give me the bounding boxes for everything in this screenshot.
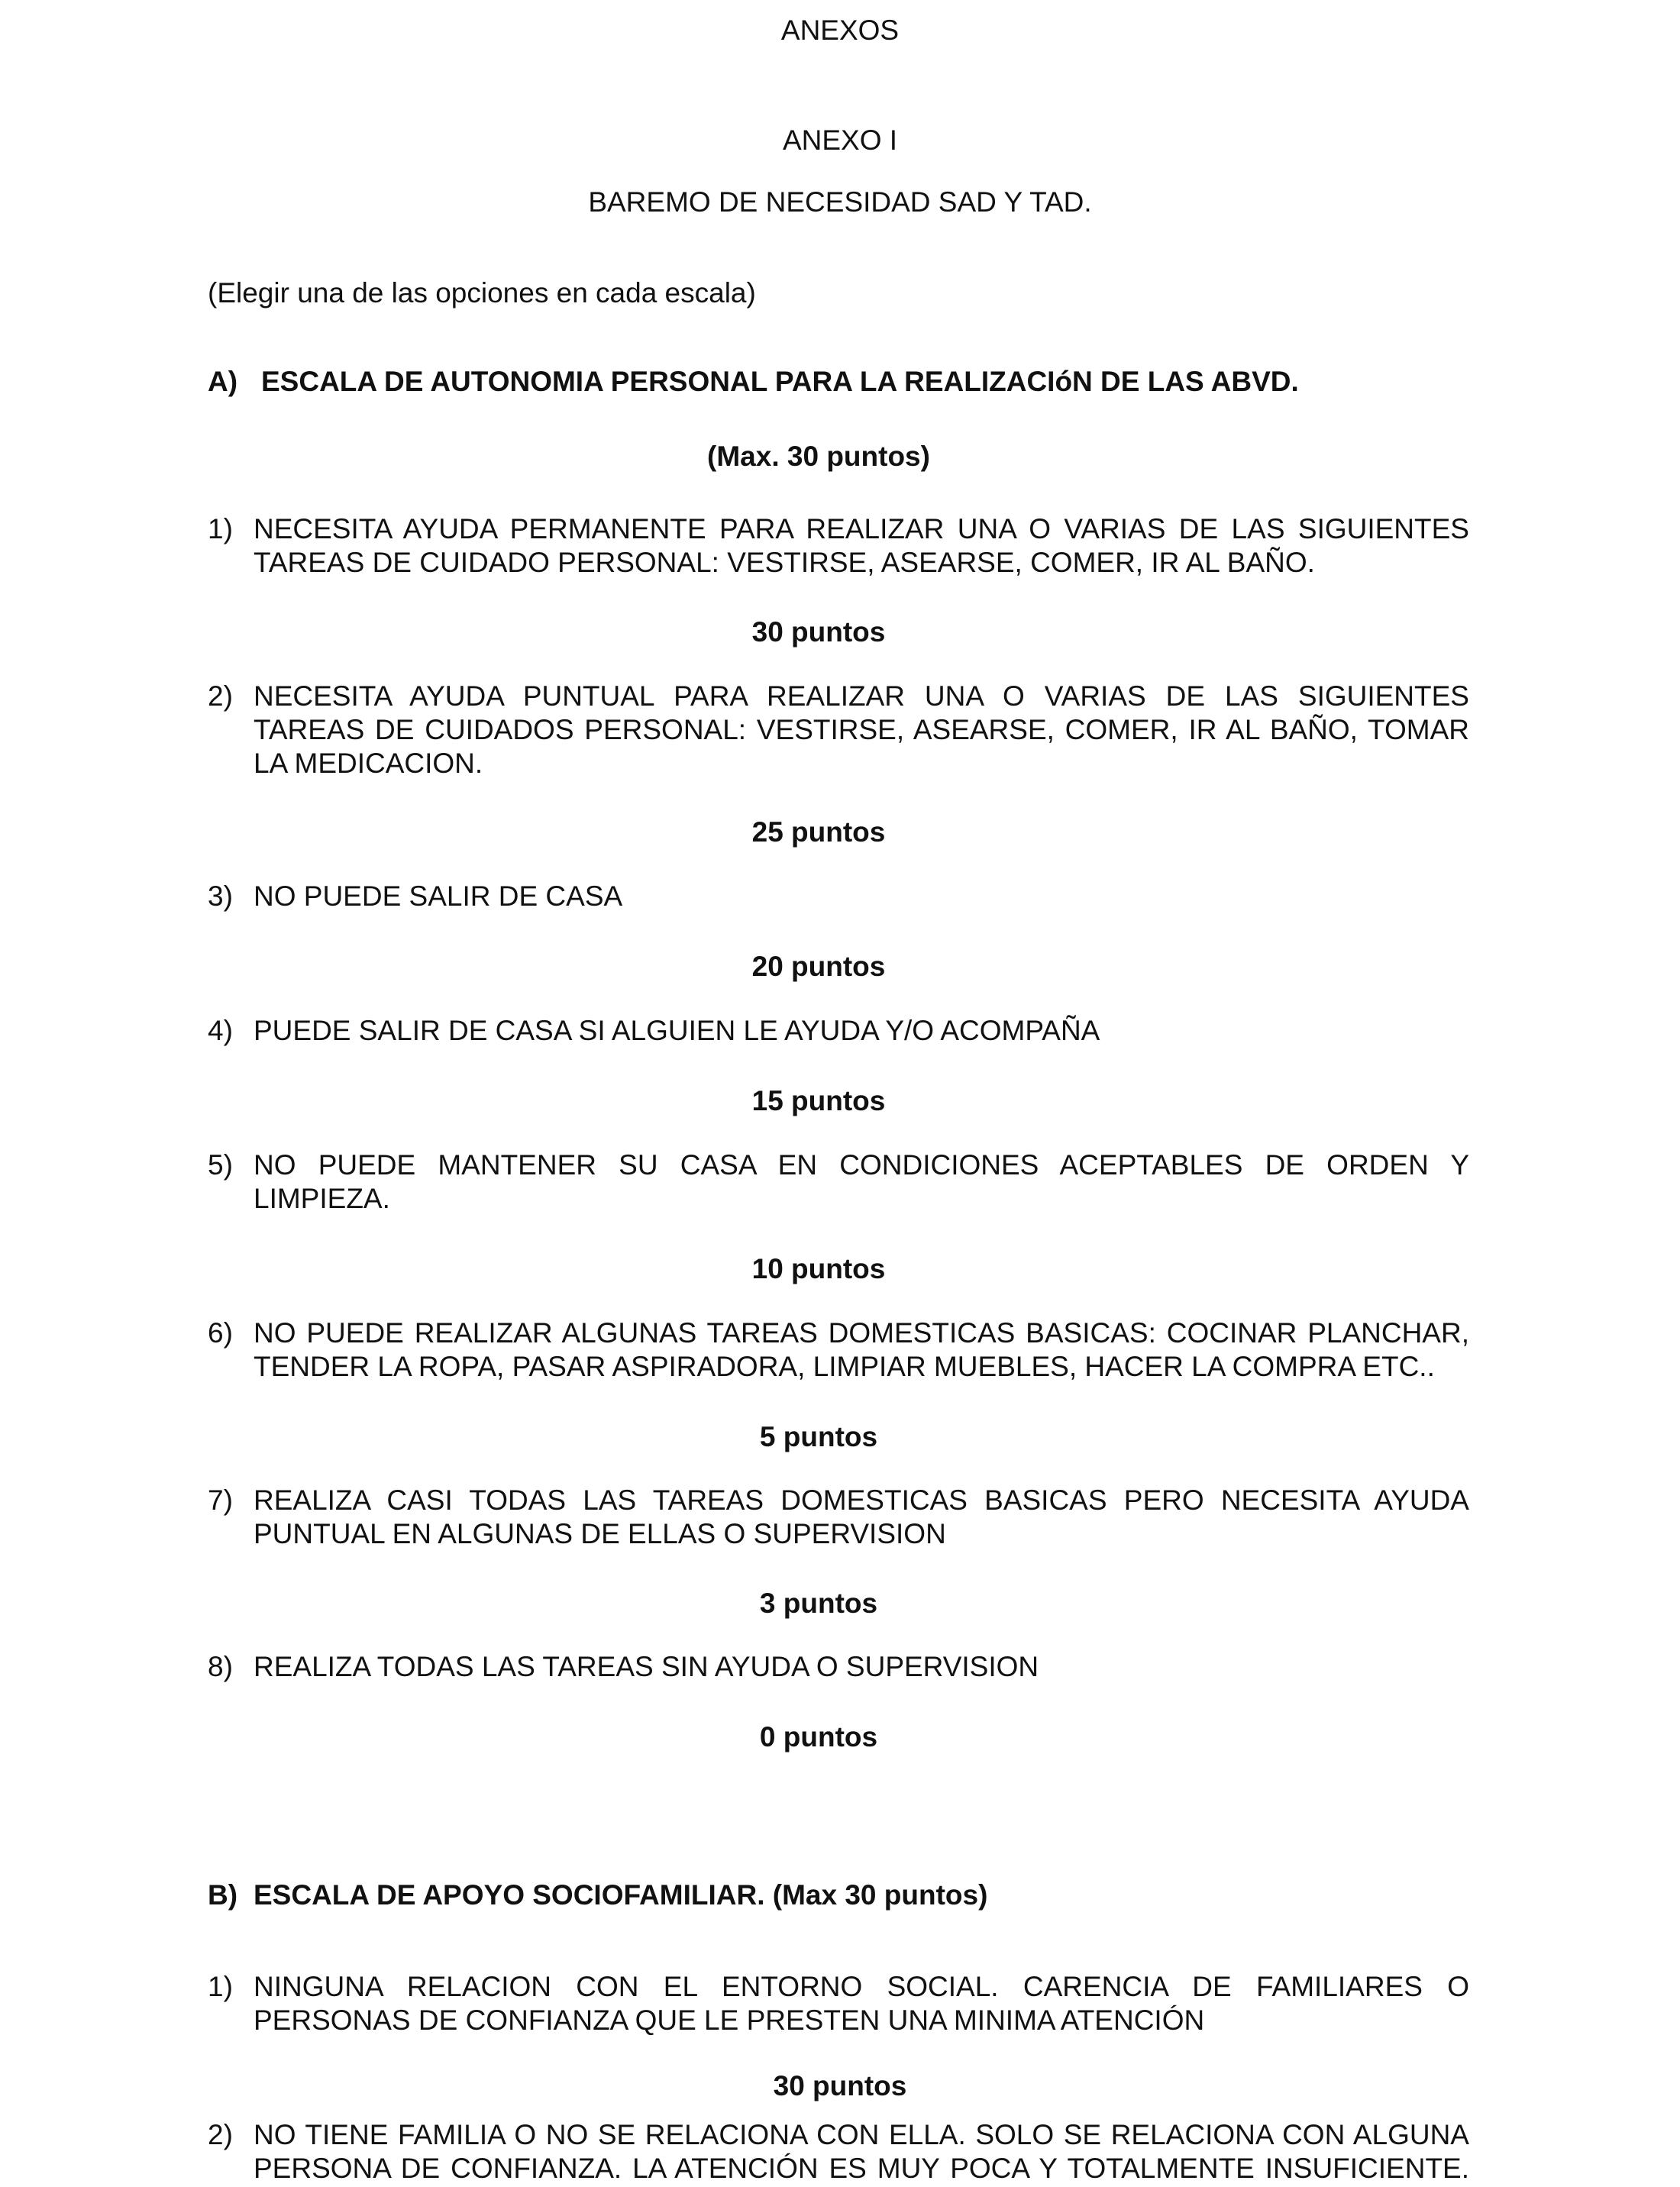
item-line: PERSONA DE CONFIANZA. LA ATENCIÓN ES MUY POCA Y TOTALMENTE INSUFICIENTE. xyxy=(254,2153,1469,2184)
item-number: 5) xyxy=(208,1149,233,1181)
item-line: NECESITA AYUDA PERMANENTE PARA REALIZAR UNA O VARIAS DE LAS SIGUIENTES xyxy=(254,513,1469,544)
item-number: 6) xyxy=(208,1317,233,1349)
item-line: PUEDE SALIR DE CASA SI ALGUIEN LE AYUDA Y/O ACOMPAÑA xyxy=(254,1015,1100,1046)
item-number: 3) xyxy=(208,880,233,912)
item-description xyxy=(254,1148,1469,1216)
item-line: TENDER LA ROPA, PASAR ASPIRADORA, LIMPIAR MUEBLES, HACER LA COMPRA ETC.. xyxy=(254,1351,1435,1382)
item-line: NO TIENE FAMILIA O NO SE RELACIONA CON ELLA. SOLO SE RELACIONA CON ALGUNA xyxy=(254,2119,1469,2150)
item-points: 5 puntos xyxy=(759,1421,878,1452)
item-description xyxy=(254,1650,1469,1684)
item-points: 3 puntos xyxy=(759,1588,878,1619)
item-points: 20 puntos xyxy=(751,951,886,982)
item-description xyxy=(254,2118,1469,2185)
item-line: NO PUEDE REALIZAR ALGUNAS TAREAS DOMESTICAS BASICAS: COCINAR PLANCHAR, xyxy=(254,1317,1469,1349)
item-line: TAREAS DE CUIDADO PERSONAL: VESTIRSE, ASEARSE, COMER, IR AL BAÑO. xyxy=(254,547,1315,578)
item-number: 4) xyxy=(208,1015,233,1046)
item-description xyxy=(254,880,1469,913)
item-line: NINGUNA RELACION CON EL ENTORNO SOCIAL. CARENCIA DE FAMILIARES O xyxy=(254,1971,1469,2002)
item-line: NO PUEDE SALIR DE CASA xyxy=(254,880,623,912)
item-description xyxy=(254,680,1469,780)
item-line: PUNTUAL EN ALGUNAS DE ELLAS O SUPERVISION xyxy=(254,1518,946,1549)
item-line: NECESITA AYUDA PUNTUAL PARA REALIZAR UNA O VARIAS DE LAS SIGUIENTES xyxy=(254,680,1469,712)
item-line: TAREAS DE CUIDADOS PERSONAL: VESTIRSE, ASEARSE, COMER, IR AL BAÑO, TOMAR xyxy=(254,714,1469,745)
item-number: 1) xyxy=(208,513,233,544)
item-points: 30 puntos xyxy=(773,2070,907,2101)
section-b-label: B) xyxy=(208,1879,238,1911)
instructions-text: (Elegir una de las opciones en cada escala) xyxy=(208,277,756,309)
item-line: REALIZA TODAS LAS TAREAS SIN AYUDA O SUPERVISION xyxy=(254,1651,1039,1682)
section-b-title: ESCALA DE APOYO SOCIOFAMILIAR. (Max 30 puntos) xyxy=(254,1879,988,1911)
item-line: LA MEDICACION. xyxy=(254,748,483,779)
anexo-i-heading: ANEXO I xyxy=(782,124,898,156)
section-a-label: A) xyxy=(208,366,238,397)
item-description xyxy=(254,1484,1469,1551)
item-number: 1) xyxy=(208,1971,233,2002)
item-points: 25 puntos xyxy=(751,816,886,848)
item-number: 2) xyxy=(208,2119,233,2150)
item-number: 7) xyxy=(208,1484,233,1516)
item-points: 30 puntos xyxy=(751,616,886,648)
item-description xyxy=(254,1316,1469,1384)
item-line: PERSONAS DE CONFIANZA QUE LE PRESTEN UNA MINIMA ATENCIÓN xyxy=(254,2004,1205,2036)
item-line: REALIZA CASI TODAS LAS TAREAS DOMESTICAS BASICAS PERO NECESITA AYUDA xyxy=(254,1484,1469,1516)
section-a-title: ESCALA DE AUTONOMIA PERSONAL PARA LA REALIZACIóN DE LAS ABVD. xyxy=(261,366,1299,397)
section-a-max: (Max. 30 puntos) xyxy=(707,441,930,472)
item-number: 2) xyxy=(208,680,233,712)
anexos-heading: ANEXOS xyxy=(780,15,900,46)
item-line: LIMPIEZA. xyxy=(254,1183,390,1214)
item-description xyxy=(254,1014,1469,1048)
item-line: NO PUEDE MANTENER SU CASA EN CONDICIONES ACEPTABLES DE ORDEN Y xyxy=(254,1149,1469,1181)
item-points: 10 puntos xyxy=(751,1253,886,1284)
item-points: 15 puntos xyxy=(751,1085,886,1116)
item-points: 0 puntos xyxy=(759,1721,878,1753)
item-description xyxy=(254,512,1469,580)
item-number: 8) xyxy=(208,1651,233,1682)
baremo-title: BAREMO DE NECESIDAD SAD Y TAD. xyxy=(588,186,1092,218)
item-description xyxy=(254,1970,1469,2037)
